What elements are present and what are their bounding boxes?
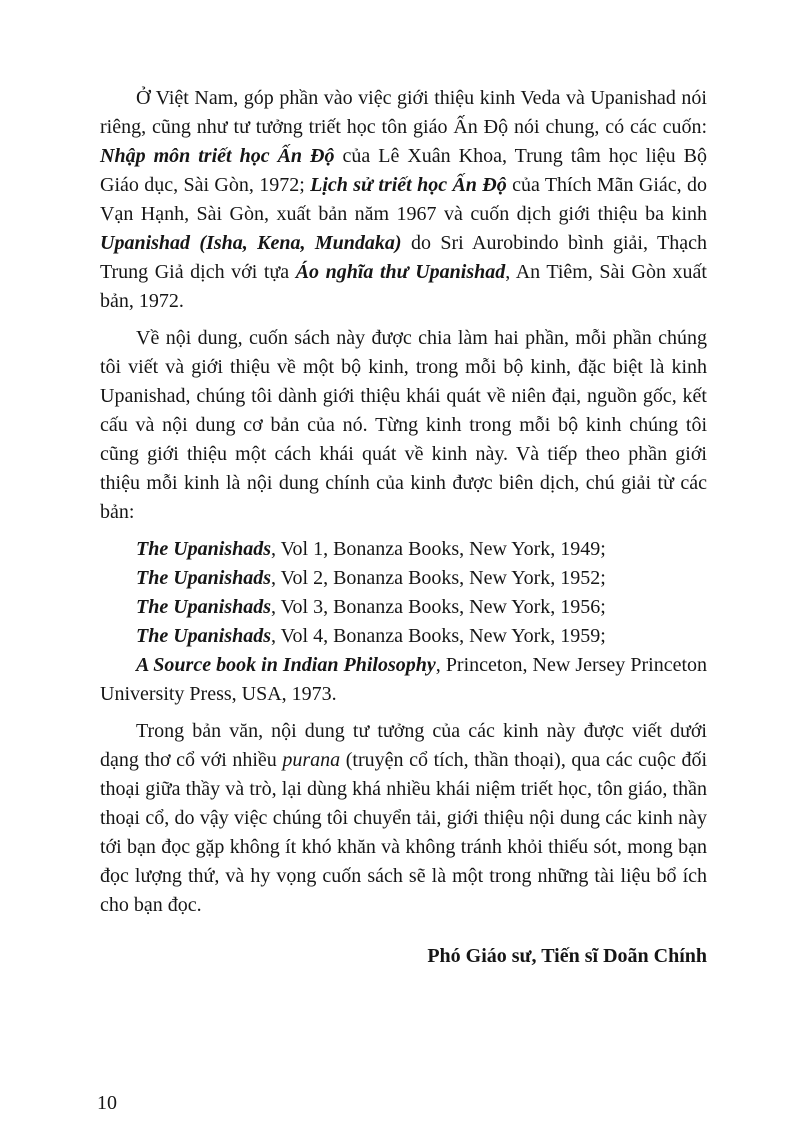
book-title: The Upanishads xyxy=(136,625,272,647)
book-title: Upanishad (Isha, Kena, Mundaka) xyxy=(100,232,402,254)
book-title: Nhập môn triết học Ấn Độ xyxy=(100,145,335,167)
paragraph-intro xyxy=(100,84,707,316)
body-text: của Thích Mãn Giác, do Vạn Hạnh, Sài Gòn, xuất bản năm 1967 và cuốn dịch giới thiệu ba kinh xyxy=(100,174,707,225)
reference-details: , Vol 4, Bonanza Books, New York, 1959; xyxy=(271,625,606,647)
reference-details: , Princeton, New Jersey Princeton University Press, USA, 1973. xyxy=(100,654,707,705)
body-text: Về nội dung, cuốn sách này được chia làm hai phần, mỗi phần chúng tôi viết và giới thiệu về một bộ kinh, trong mỗi bộ kinh, đặc biệt là kinh Upanishad, chúng tôi dành giới thiệu khái quát về niên đại, nguồn gốc, kết cấu và nội dung cơ bản của nó. Từng kinh trong mỗi bộ kinh chúng tôi cũng giới thiệu một cách khái quát về kinh này. Và tiếp theo phần giới thiệu mỗi kinh là nội dung chính của kinh được biên dịch, chú giải từ các bản: xyxy=(100,327,707,523)
reference-details: , Vol 1, Bonanza Books, New York, 1949; xyxy=(271,538,606,560)
body-text: do Sri Aurobindo bình giải, Thạch Trung Giả dịch với tựa xyxy=(100,232,707,283)
body-text: Ở Việt Nam, góp phần vào việc giới thiệu kinh Veda và Upanishad nói riêng, cũng như tư tưởng triết học tôn giáo Ấn Độ nói chung, có các cuốn: xyxy=(100,87,707,138)
page-number: 10 xyxy=(97,1092,117,1114)
book-title: Áo nghĩa thư Upanishad xyxy=(295,261,506,283)
body-text: , An Tiêm, Sài Gòn xuất bản, 1972. xyxy=(100,261,707,312)
book-title: The Upanishads xyxy=(136,567,272,589)
body-text: (truyện cổ tích, thần thoại), qua các cuộc đối thoại giữa thầy và trò, lại dùng khá nhiều khái niệm triết học, tôn giáo, thần thoại cổ, do vậy việc chúng tôi chuyển tải, giới thiệu nội dung các kinh này tới bạn đọc gặp không ít khó khăn và không tránh khỏi thiếu sót, mong bạn đọc lượng thứ, và hy vọng cuốn sách sẽ là một trong những tài liệu bổ ích cho bạn đọc. xyxy=(100,749,707,916)
book-title: The Upanishads xyxy=(136,538,272,560)
body-text: của Lê Xuân Khoa, Trung tâm học liệu Bộ Giáo dục, Sài Gòn, 1972; xyxy=(100,145,708,196)
book-title: Lịch sử triết học Ấn Độ xyxy=(310,174,507,196)
paragraph-closing xyxy=(100,717,707,920)
book-title: The Upanishads xyxy=(136,596,272,618)
reference-details: , Vol 2, Bonanza Books, New York, 1952; xyxy=(271,567,606,589)
reference-item xyxy=(100,535,707,564)
reference-item xyxy=(100,651,707,709)
reference-item xyxy=(100,564,707,593)
reference-item xyxy=(100,622,707,651)
reference-details: , Vol 3, Bonanza Books, New York, 1956; xyxy=(271,596,606,618)
paragraph-content-overview xyxy=(100,324,707,527)
body-text: Trong bản văn, nội dung tư tưởng của các kinh này được viết dưới dạng thơ cổ với nhiều xyxy=(100,720,707,771)
term-italic: purana xyxy=(282,749,341,771)
page-body xyxy=(100,84,707,971)
reference-item xyxy=(100,593,707,622)
book-title: A Source book in Indian Philosophy xyxy=(136,654,436,676)
author-signature: Phó Giáo sư, Tiến sĩ Doãn Chính xyxy=(427,945,707,967)
